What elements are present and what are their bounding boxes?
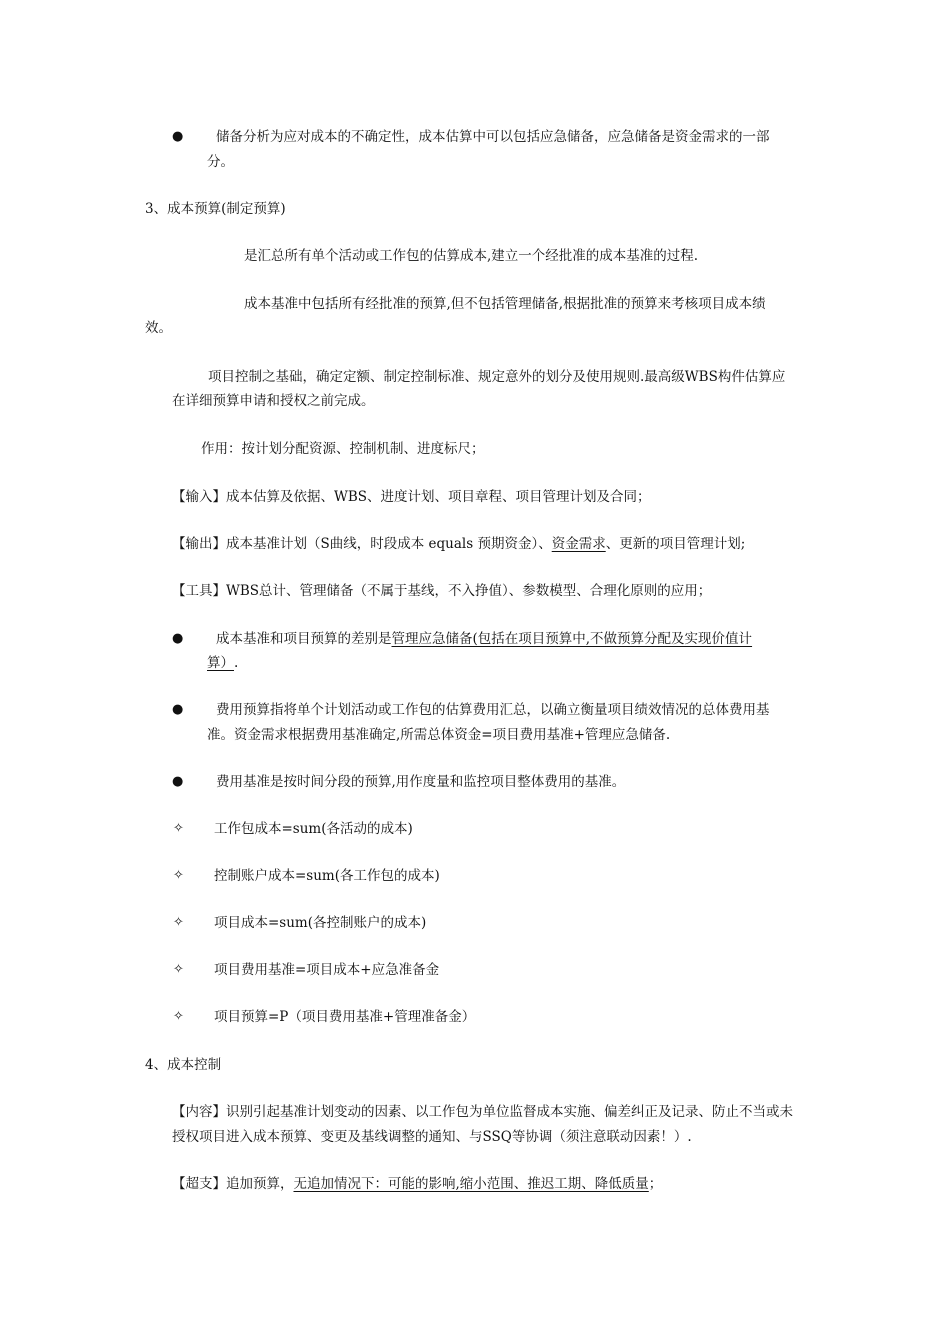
formula-line: 控制账户成本=sum(各工作包的成本) (214, 868, 440, 884)
formula-line: 项目费用基准=项目成本+应急准备金 (214, 962, 440, 978)
section-heading: 4、成本控制 (145, 1057, 222, 1073)
paragraph-line: 授权项目进入成本预算、变更及基线调整的通知、与SSQ等协调（须注意联动因素！）. (172, 1129, 692, 1145)
paragraph-line: 算）. (207, 655, 239, 671)
tag-label: 【超支】 (172, 1176, 226, 1192)
formula-line: 项目预算=P（项目费用基准+管理准备金） (214, 1009, 476, 1025)
bullet-icon: ● (172, 774, 184, 789)
paragraph-line: 准。资金需求根据费用基准确定,所需总体资金=项目费用基准+管理应急储备. (207, 727, 671, 743)
diamond-bullet-icon: ✧ (173, 868, 184, 883)
tag-label: 【输出】 (172, 536, 226, 552)
diamond-bullet-icon: ✧ (173, 821, 184, 836)
paragraph-line: 效。 (145, 320, 172, 336)
paragraph-line: 分。 (207, 154, 234, 170)
paragraph-line: 是汇总所有单个活动或工作包的估算成本,建立一个经批准的成本基准的过程. (244, 248, 699, 264)
formula-line: 工作包成本=sum(各活动的成本) (214, 821, 413, 837)
paragraph-line: 作用：按计划分配资源、控制机制、进度标尺； (201, 441, 485, 457)
overrun-line: 【超支】追加预算，无追加情况下：可能的影响,缩小范围、推迟工期、降低质量； (172, 1176, 663, 1192)
bullet-icon: ● (172, 702, 184, 717)
diamond-bullet-icon: ✧ (173, 1009, 184, 1024)
section-heading: 3、成本预算(制定预算) (145, 201, 286, 217)
formula-line: 项目成本=sum(各控制账户的成本) (214, 915, 427, 931)
tag-label: 【工具】 (172, 583, 226, 599)
tools-line: 【工具】WBS总计、管理储备（不属于基线，不入挣值）、参数模型、合理化原则的应用； (172, 583, 712, 599)
paragraph-line: 成本基准中包括所有经批准的预算,但不包括管理储备,根据批准的预算来考核项目成本绩 (244, 296, 766, 312)
paragraph-line: 储备分析为应对成本的不确定性，成本估算中可以包括应急储备，应急储备是资金需求的一部 (216, 129, 770, 145)
diamond-bullet-icon: ✧ (173, 962, 184, 977)
content-line: 【内容】识别引起基准计划变动的因素、以工作包为单位监督成本实施、偏差纠正及记录、防止不当或未 (172, 1104, 793, 1120)
paragraph-line: 在详细预算申请和授权之前完成。 (172, 393, 375, 409)
paragraph-line: 项目控制之基础，确定定额、制定控制标准、规定意外的划分及使用规则.最高级WBS构件估算应 (208, 369, 786, 385)
paragraph-line: 费用预算指将单个计划活动或工作包的估算费用汇总，以确立衡量项目绩效情况的总体费用基 (216, 702, 770, 718)
output-line: 【输出】成本基准计划（S曲线，时段成本 equals 预期资金）、资金需求、更新的项目管理计划; (172, 536, 746, 552)
paragraph-line: 成本基准和项目预算的差别是管理应急储备(包括在项目预算中,不做预算分配及实现价值计 (216, 631, 753, 647)
paragraph-line: 费用基准是按时间分段的预算,用作度量和监控项目整体费用的基准。 (216, 774, 626, 790)
input-line: 【输入】成本估算及依据、WBS、进度计划、项目章程、项目管理计划及合同； (172, 489, 651, 505)
bullet-icon: ● (172, 631, 184, 646)
diamond-bullet-icon: ✧ (173, 915, 184, 930)
bullet-icon: ● (172, 129, 184, 144)
tag-label: 【输入】 (172, 489, 226, 505)
tag-label: 【内容】 (172, 1104, 226, 1120)
